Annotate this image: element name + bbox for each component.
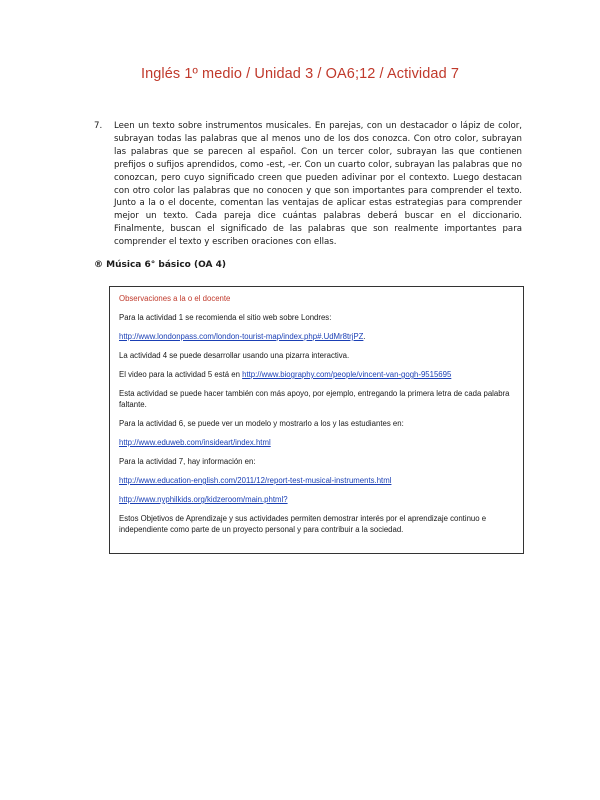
link-education-english[interactable]: http://www.education-english.com/2011/12/report-test-musical-instruments.html <box>119 476 392 485</box>
note-link-1-period: . <box>363 332 366 341</box>
activity-item <box>94 120 522 249</box>
note-activity-6: Para la actividad 6, se puede ver un modelo y mostrarlo a los y las estudiantes en: <box>119 419 404 428</box>
note-activity-5 <box>119 369 514 380</box>
activity-text: Leen un texto sobre instrumentos musicales. En parejas, con un destacador o lápiz de color, subrayan todas las palabras que al menos uno de los dos conozca. Con otro color, subrayan las palabras que se parecen al español. Con un tercer color, subrayan las que contienen prefijos o sufijos aprendidos, como -est, -er. Con un cuarto color, subrayan las palabras que no conozcan, pero cuyo significado creen que pueden adivinar por el contexto. Luego destacan con otro color las palabras que no conocen y que son importantes para comprender el texto. Junto a la o el docente, comentan las ventajas de aplicar estas estrategias para comprender mejor un texto. Cada pareja dice cuántas palabras deberá buscar en el diccionario. Finalmente, buscan el significado de las palabras que son realmente importantes para comprender el texto y escriben oraciones con ellas. <box>114 121 522 248</box>
link-london-pass[interactable]: http://www.londonpass.com/london-tourist-map/index.php#.UdMr8trjPZ <box>119 332 364 341</box>
note-activity-1: Para la actividad 1 se recomienda el sitio web sobre Londres: <box>119 313 332 322</box>
page-title: Inglés 1º medio / Unidad 3 / OA6;12 / Actividad 7 <box>140 66 460 82</box>
section-heading: ® Música 6° básico (OA 4) <box>94 260 226 270</box>
activity-number: 7. <box>94 121 103 131</box>
note-link-7b-line <box>119 494 514 505</box>
notes-heading: Observaciones a la o el docente <box>119 294 231 303</box>
note-activity-5-text: El video para la actividad 5 está en <box>119 370 243 379</box>
note-closing: Estos Objetivos de Aprendizaje y sus actividades permiten demostrar interés por el aprendizaje continuo e independiente como parte de un proyecto personal y para contribuir a la sociedad. <box>119 514 487 534</box>
note-link-1-line <box>119 331 514 342</box>
note-link-6-line <box>119 437 514 448</box>
link-eduweb[interactable]: http://www.eduweb.com/insideart/index.html <box>119 438 271 447</box>
note-link-7a-line <box>119 475 514 486</box>
note-activity-4: La actividad 4 se puede desarrollar usando una pizarra interactiva. <box>119 351 350 360</box>
link-biography[interactable]: http://www.biography.com/people/vincent-van-gogh-9515695 <box>242 370 452 379</box>
link-nyphilkids[interactable]: http://www.nyphilkids.org/kidzeroom/main.phtml? <box>119 495 288 504</box>
teacher-notes-box <box>109 286 524 554</box>
note-activity-5-extra: Esta actividad se puede hacer también con más apoyo, por ejemplo, entregando la primera letra de cada palabra faltante. <box>119 389 510 409</box>
note-activity-7: Para la actividad 7, hay información en: <box>119 457 256 466</box>
